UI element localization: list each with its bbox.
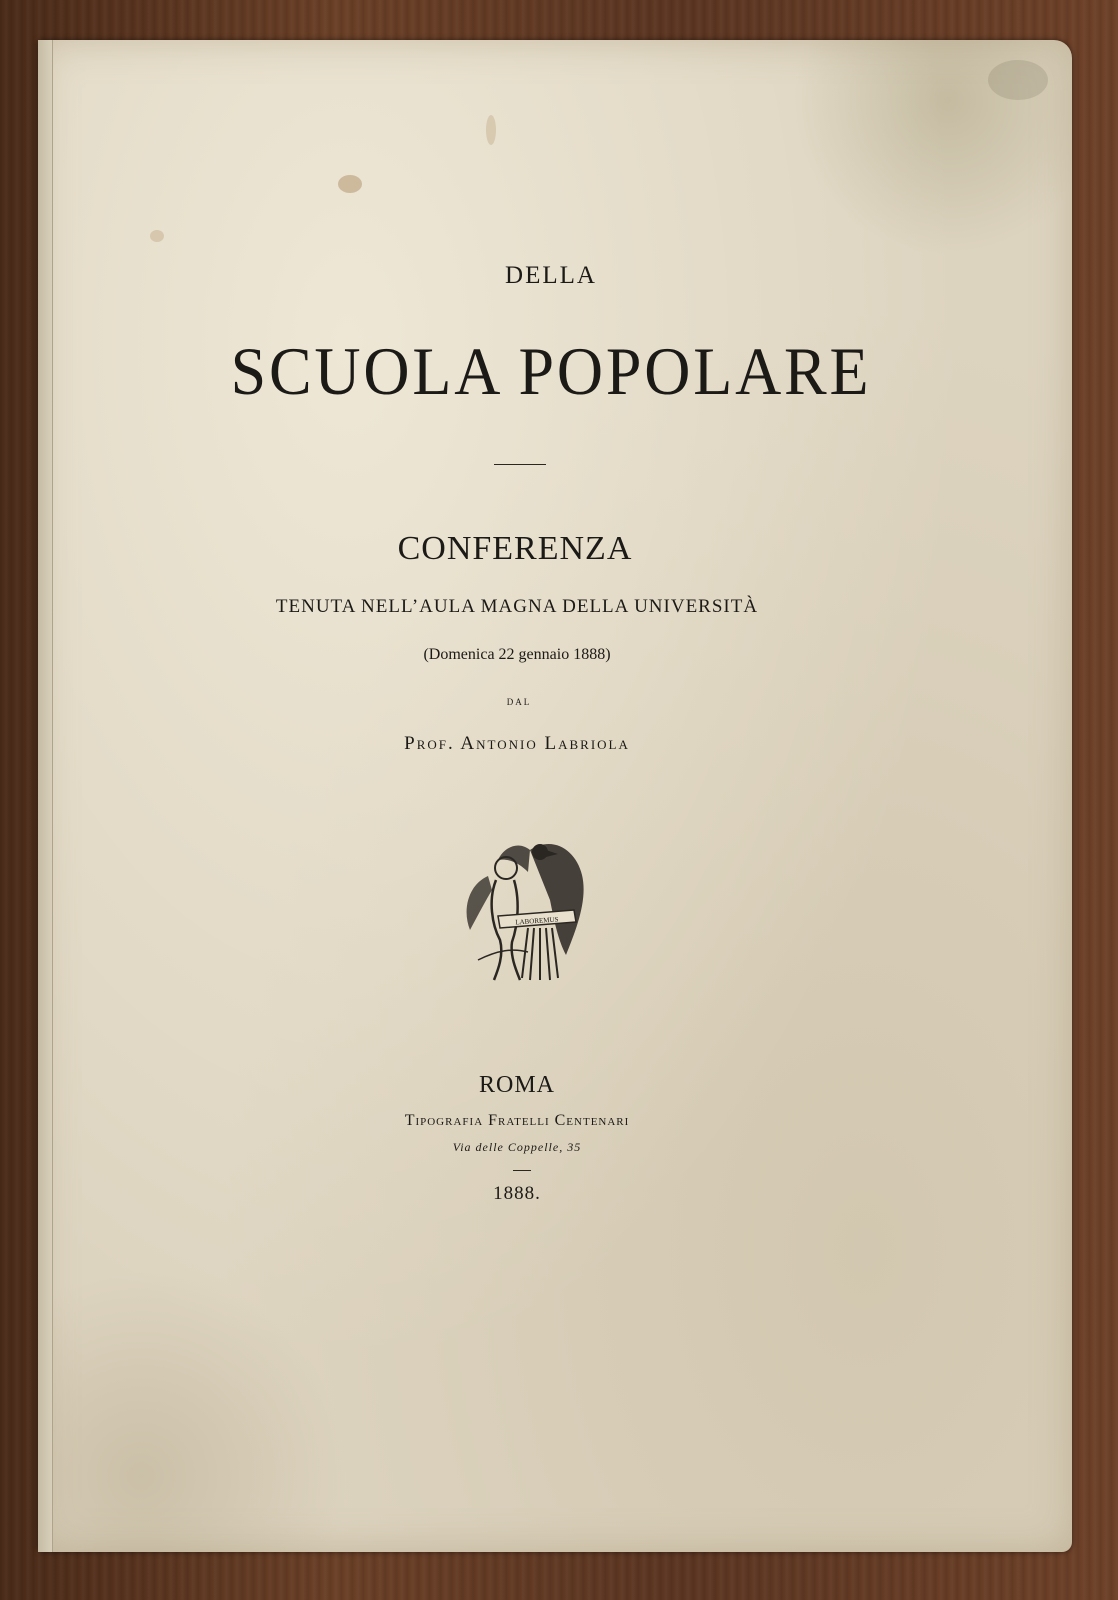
imprint-year: 1888. [493, 1183, 541, 1204]
title-divider [494, 464, 546, 465]
imprint-city: ROMA [478, 1072, 555, 1098]
paper-stain [338, 175, 362, 193]
paper-stain [988, 60, 1048, 100]
paper-stain [486, 115, 496, 145]
book-title: SCUOLA POPOLARE [230, 333, 872, 409]
heading-della: DELLA [505, 262, 597, 289]
book-cover [38, 40, 1072, 1552]
printer-device-angel-eagle-icon [458, 830, 598, 990]
paper-stain [150, 230, 164, 242]
by-line: DAL [506, 697, 532, 707]
subtitle-detail: TENUTA NELL’AULA MAGNA DELLA UNIVERSITÀ [275, 596, 759, 617]
imprint-printer: Tipografia Fratelli Centenari [404, 1112, 630, 1129]
device-motto: LABOREMUS [515, 915, 559, 927]
subtitle: CONFERENZA [397, 530, 633, 567]
imprint-address: Via delle Coppelle, 35 [452, 1140, 582, 1154]
author-name: Prof. Antonio Labriola [404, 733, 630, 754]
date-line: (Domenica 22 gennaio 1888) [423, 646, 611, 663]
imprint-divider [513, 1170, 531, 1171]
